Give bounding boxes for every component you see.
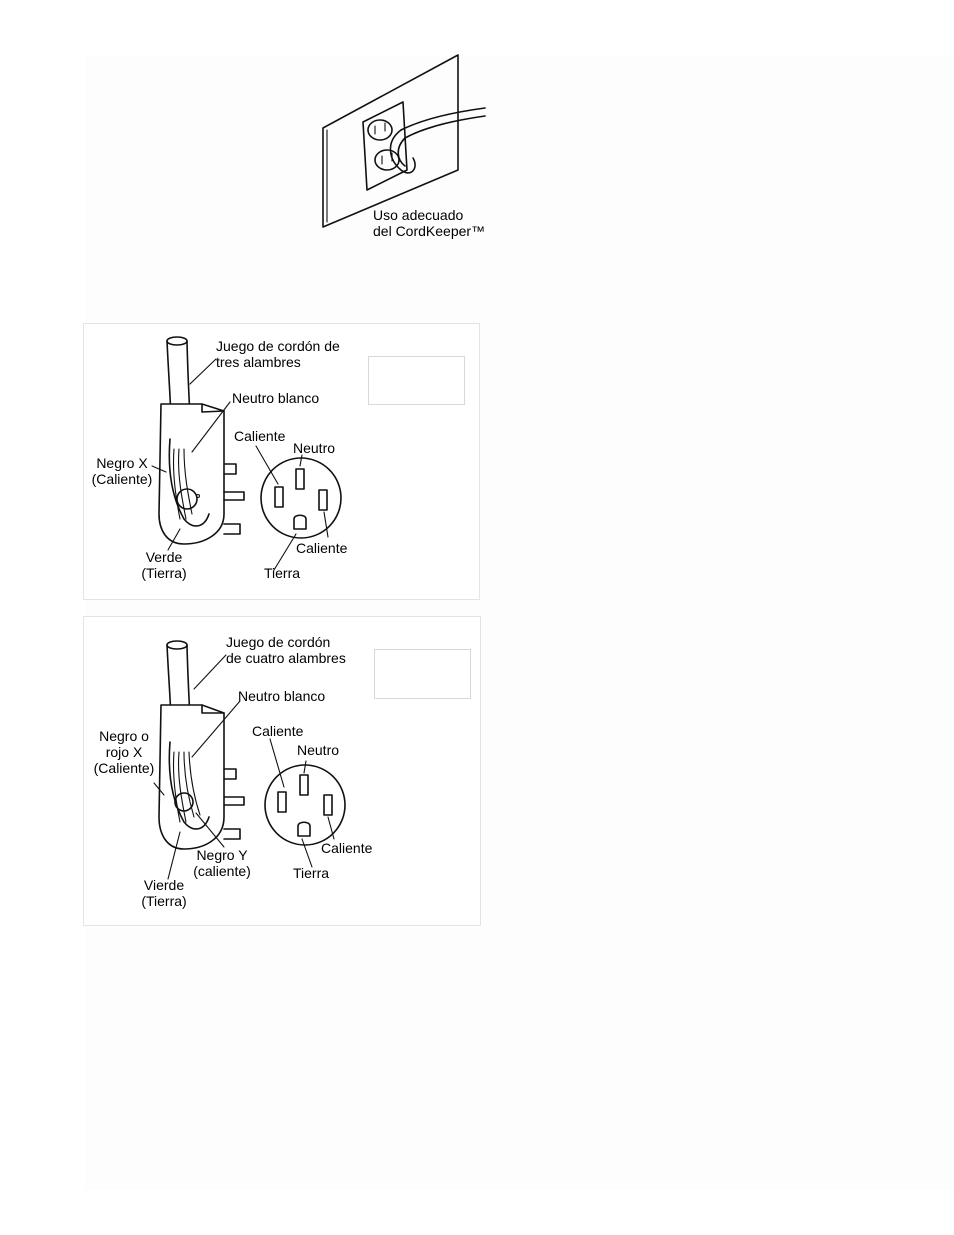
neutral-white-label: Neutro blanco [232, 390, 320, 406]
four-wire-figure [83, 616, 481, 926]
black-x-label-line2: (Caliente) [91, 471, 153, 487]
ground-label: Tierra [264, 565, 301, 581]
black-red-x-label-line2: rojo X [105, 744, 143, 760]
ground-label: Tierra [293, 865, 330, 881]
black-y-label-line2: (caliente) [193, 863, 251, 879]
black-red-x-label-line3: (Caliente) [93, 760, 155, 776]
neutral-label: Neutro [293, 440, 336, 456]
cordkeeper-caption-line1: Uso adecuado [373, 207, 464, 223]
hot-right-label: Caliente [321, 840, 373, 856]
neutral-label: Neutro [297, 742, 340, 758]
green-label-line1: Verde [145, 549, 183, 565]
green-label-line1: Vierde [143, 877, 185, 893]
cordkeeper-caption-line2: del CordKeeper™ [373, 223, 486, 239]
three-wire-figure [83, 323, 480, 600]
three-wire-cord-label-line1: Juego de cordón de [216, 338, 340, 354]
cordkeeper-figure [315, 50, 490, 240]
three-wire-cord-label-line2: tres alambres [216, 354, 301, 370]
green-label-line2: (Tierra) [141, 565, 187, 581]
green-label-line2: (Tierra) [141, 893, 187, 909]
black-y-label-line1: Negro Y [196, 847, 248, 863]
hot-left-label: Caliente [252, 723, 304, 739]
neutral-white-label: Neutro blanco [238, 688, 326, 704]
hot-right-label: Caliente [296, 540, 348, 556]
black-red-x-label-line1: Negro o [99, 728, 149, 744]
hot-left-label: Caliente [234, 428, 286, 444]
black-x-label-line1: Negro X [96, 455, 148, 471]
four-wire-cord-label-line1: Juego de cordón [226, 634, 331, 650]
four-wire-cord-label-line2: de cuatro alambres [226, 650, 346, 666]
